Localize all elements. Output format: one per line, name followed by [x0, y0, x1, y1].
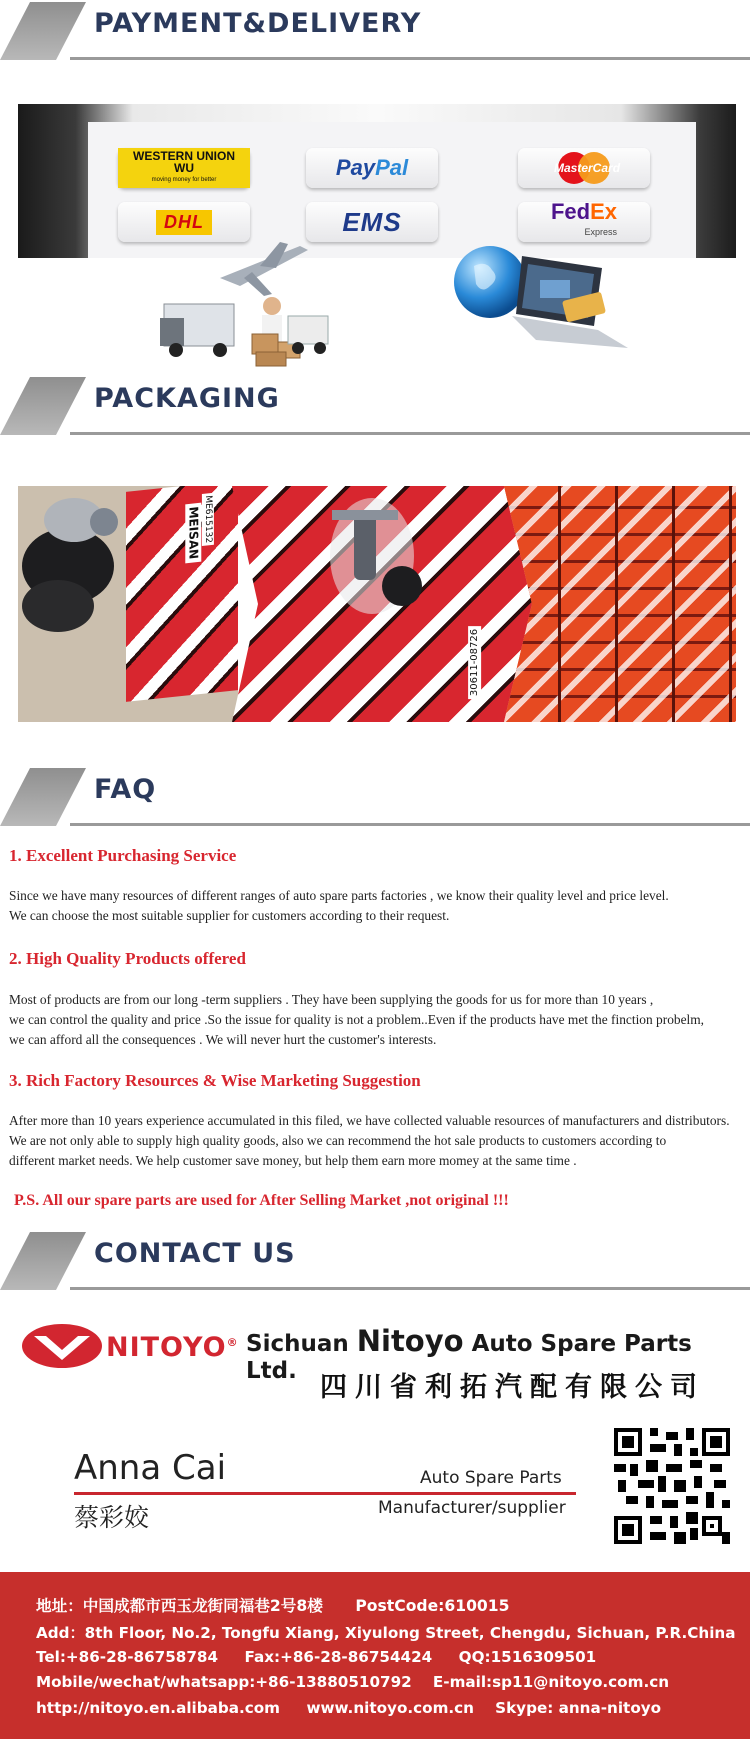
header-tab-shape	[0, 2, 86, 60]
packaging-photo-boxes	[232, 486, 532, 722]
mastercard-logo: MasterCard	[518, 148, 650, 188]
section-header-payment	[0, 2, 750, 60]
qr-code-icon	[614, 1428, 730, 1544]
header-tab-shape	[0, 1232, 86, 1290]
header-rule	[70, 1287, 750, 1290]
header-rule	[70, 823, 750, 826]
footer-websites: http://nitoyo.en.alibaba.com www.nitoyo.com.cn Skype: anna-nitoyo	[36, 1699, 662, 1717]
packaging-photo-stacked-boxes	[504, 486, 736, 722]
faq-text-3: After more than 10 years experience accumulated in this filed, we have collected valuable resources of manufacturers and distributors. We are not only able to supply high quality goods, also we can recommend the hot sale products to customers according to different market needs. We help customer save money, but help them earn more momey at the same time .	[9, 1113, 730, 1168]
header-tab-shape	[0, 768, 86, 826]
box-label: 30611-08726	[468, 626, 481, 699]
faq-text-2: Most of products are from our long -term suppliers . They have been supplying the goods for us for more than 10 years , we can control the quality and price .So the issue for quality is not a problem..Even if the products have met the finction probelm, we can afford all the consequences . We will never hurt the customer's interests.	[9, 992, 705, 1047]
faq-heading-1: 1. Excellent Purchasing Service	[9, 846, 237, 865]
section-title: FAQ	[94, 774, 157, 805]
section-title: PAYMENT&DELIVERY	[94, 8, 422, 39]
online-payment-illustration	[452, 244, 632, 364]
nitoyo-brand: NITOYO®	[106, 1332, 239, 1363]
section-title: CONTACT US	[94, 1238, 296, 1269]
delivery-truck-plane-illustration	[160, 238, 330, 368]
footer-mobile-email: Mobile/wechat/whatsapp:+86-13880510792 E-mail:sp11@nitoyo.com.cn	[36, 1673, 670, 1691]
section-header-faq	[0, 768, 750, 826]
section-header-packaging	[0, 377, 750, 435]
ems-logo: EMS	[306, 202, 438, 242]
contact-person-name: Anna Cai	[74, 1448, 227, 1488]
paypal-logo: PayPal	[306, 148, 438, 188]
fedex-logo: FedEx Express	[518, 202, 650, 242]
name-underline	[74, 1492, 576, 1495]
company-name-en: Sichuan Nitoyo Auto Spare Parts Ltd.	[246, 1324, 692, 1384]
western-union-logo: WESTERN UNION WU moving money for better	[118, 148, 250, 188]
header-tab-shape	[0, 377, 86, 435]
dhl-logo: DHL	[118, 202, 250, 242]
section-title: PACKAGING	[94, 383, 280, 414]
contact-footer	[0, 1572, 750, 1739]
section-header-contact	[0, 1232, 750, 1290]
contact-role-line-2: Manufacturer/supplier	[378, 1498, 566, 1518]
footer-phone: Tel:+86-28-86758784 Fax:+86-28-86754424 QQ:1516309501	[36, 1648, 597, 1666]
faq-text-1: Since we have many resources of different ranges of auto spare parts factories , we know their quality level and price level. We can choose the most suitable supplier for customers according to their request.	[9, 888, 669, 923]
packaging-photo-parts	[18, 486, 238, 722]
company-name-cn: 四川省利拓汽配有限公司	[320, 1372, 705, 1403]
faq-note: P.S. All our spare parts are used for After Selling Market ,not original !!!	[14, 1192, 509, 1209]
payment-banner	[18, 104, 736, 258]
footer-address-en: Add：8th Floor, No.2, Tongfu Xiang, Xiyulong Street, Chengdu, Sichuan, P.R.China	[36, 1624, 736, 1642]
nitoyo-logo-icon	[20, 1322, 104, 1370]
header-rule	[70, 57, 750, 60]
header-rule	[70, 432, 750, 435]
contact-role-line-1: Auto Spare Parts	[420, 1468, 562, 1488]
meisan-box: MEISAN ME615132	[126, 486, 238, 702]
faq-heading-2: 2. High Quality Products offered	[9, 949, 246, 968]
faq-heading-3: 3. Rich Factory Resources & Wise Marketing Suggestion	[9, 1071, 421, 1090]
footer-address-cn: 地址：中国成都市西玉龙街同福巷2号8楼 PostCode:610015	[36, 1597, 510, 1615]
contact-person-name-cn: 蔡彩姣	[74, 1503, 150, 1532]
